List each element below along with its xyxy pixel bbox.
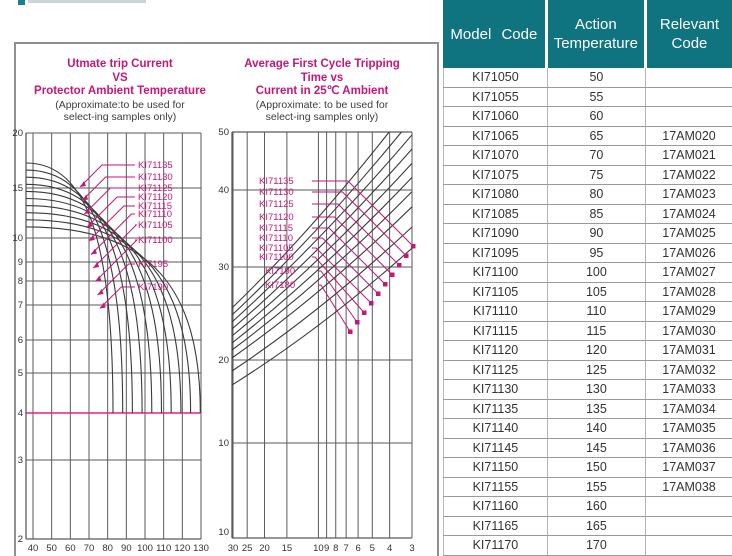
relevant-code-cell: 17AM032 [645, 361, 732, 380]
relevant-code-cell [645, 88, 732, 107]
table-row [443, 107, 732, 127]
bullet-icon [18, 0, 25, 5]
relevant-code-cell: 17AM024 [645, 205, 732, 224]
relevant-code-cell [645, 517, 732, 536]
table-row [443, 244, 732, 264]
model-code-cell: KI71050 [443, 68, 547, 87]
svg-text:KI71125: KI71125 [259, 199, 294, 210]
svg-text:8: 8 [333, 543, 339, 554]
chart1-title-line: VS [112, 71, 128, 84]
svg-text:20: 20 [12, 128, 23, 139]
model-code-cell: KI71075 [443, 166, 547, 185]
relevant-code-cell: 17AM035 [645, 419, 732, 438]
action-temperature-cell: 100 [547, 263, 645, 282]
table-row [443, 88, 732, 108]
action-temperature-cell: 150 [547, 458, 645, 477]
model-code-cell: KI71150 [443, 458, 547, 477]
model-code-cell: KI71065 [443, 127, 547, 146]
action-temperature-cell: 60 [547, 107, 645, 126]
svg-text:KI7190: KI7190 [138, 282, 169, 293]
table-row [443, 536, 732, 556]
svg-text:15: 15 [281, 543, 293, 554]
svg-text:4: 4 [386, 543, 393, 554]
svg-text:30: 30 [218, 262, 229, 273]
svg-text:KI71105: KI71105 [259, 243, 294, 254]
svg-text:9: 9 [323, 543, 330, 554]
action-temperature-cell: 140 [547, 419, 645, 438]
model-code-cell: KI71110 [443, 302, 547, 321]
svg-text:6: 6 [355, 543, 361, 554]
table-row [443, 341, 732, 361]
action-temperature-cell: 105 [547, 283, 645, 302]
table-row [443, 419, 732, 439]
svg-text:KI71120: KI71120 [259, 212, 294, 223]
chart1-subtitle: (Approximate:to be used for [55, 98, 185, 111]
svg-text:KI71105: KI71105 [138, 220, 173, 231]
cropped-text-remnant [28, 0, 146, 3]
svg-text:KI7190: KI7190 [265, 266, 296, 277]
table-header-row [443, 0, 732, 68]
model-code-cell: KI71145 [443, 439, 547, 458]
chart2-title [224, 58, 420, 123]
table-row [443, 497, 732, 517]
svg-text:KI71125: KI71125 [138, 183, 173, 194]
table-row [443, 146, 732, 166]
svg-text:100: 100 [137, 543, 153, 554]
column-header-relevant-code: Relevant Code [644, 0, 732, 68]
svg-text:6: 6 [17, 335, 23, 346]
action-temperature-cell: 85 [547, 205, 645, 224]
svg-text:KI71135: KI71135 [259, 176, 294, 187]
svg-text:2: 2 [17, 534, 23, 545]
svg-text:KI71100: KI71100 [259, 252, 294, 263]
table-row [443, 478, 732, 498]
action-temperature-cell: 155 [547, 478, 645, 497]
svg-text:KI71130: KI71130 [138, 172, 173, 183]
action-temperature-cell: 115 [547, 322, 645, 341]
svg-text:40: 40 [218, 185, 229, 196]
svg-text:50: 50 [46, 543, 57, 554]
svg-text:110: 110 [156, 543, 172, 554]
svg-text:90: 90 [121, 543, 132, 554]
action-temperature-cell: 65 [547, 127, 645, 146]
action-temperature-cell: 135 [547, 400, 645, 419]
model-code-cell: KI71135 [443, 400, 547, 419]
relevant-code-cell: 17AM026 [645, 244, 732, 263]
relevant-code-cell [645, 107, 732, 126]
chart2-subtitle: (Approximate: to be used for [255, 98, 389, 111]
svg-text:10: 10 [218, 527, 229, 538]
svg-text:KI7180: KI7180 [265, 280, 296, 291]
action-temperature-cell: 125 [547, 361, 645, 380]
chart2-title-line: Current in 25℃ Ambient [255, 85, 389, 97]
svg-text:KI71110: KI71110 [138, 209, 172, 220]
model-code-cell: KI71090 [443, 224, 547, 243]
relevant-code-cell: 17AM033 [645, 380, 732, 399]
relevant-code-cell: 17AM023 [645, 185, 732, 204]
model-code-cell: KI71100 [443, 263, 547, 282]
svg-text:10: 10 [313, 543, 324, 554]
table-row [443, 127, 732, 147]
column-header-model-code: Model Code [450, 25, 538, 43]
model-code-cell: KI71105 [443, 283, 547, 302]
action-temperature-cell: 145 [547, 439, 645, 458]
relevant-code-cell: 17AM034 [645, 400, 732, 419]
svg-text:KI71120: KI71120 [138, 192, 173, 203]
relevant-code-cell: 17AM037 [645, 458, 732, 477]
relevant-code-cell [645, 497, 732, 516]
svg-text:15: 15 [12, 183, 23, 194]
relevant-code-cell: 17AM029 [645, 302, 732, 321]
relevant-code-cell: 17AM036 [645, 439, 732, 458]
model-code-cell: KI71160 [443, 497, 547, 516]
column-header-action-temperature: Action Temperature [545, 0, 644, 68]
model-code-cell: KI71095 [443, 244, 547, 263]
svg-text:5: 5 [369, 543, 375, 554]
table-row [443, 263, 732, 283]
svg-text:60: 60 [65, 543, 76, 554]
table-body [443, 68, 732, 556]
model-code-cell: KI71165 [443, 517, 547, 536]
svg-text:50: 50 [218, 127, 229, 138]
svg-text:30: 30 [227, 543, 239, 554]
table-row [443, 361, 732, 381]
svg-text:7: 7 [17, 300, 23, 311]
table-row [443, 517, 732, 537]
table-row [443, 166, 732, 186]
action-temperature-cell: 50 [547, 68, 645, 87]
model-code-cell: KI71085 [443, 205, 547, 224]
action-temperature-cell: 165 [547, 517, 645, 536]
svg-text:8: 8 [17, 276, 23, 287]
table-row [443, 205, 732, 225]
model-code-cell: KI71130 [443, 380, 547, 399]
action-temperature-cell: 120 [547, 341, 645, 360]
action-temperature-cell: 170 [547, 536, 645, 555]
relevant-code-cell [645, 68, 732, 87]
svg-text:4: 4 [17, 408, 23, 419]
model-code-cell: KI71060 [443, 107, 547, 126]
svg-text:10: 10 [12, 233, 23, 244]
action-temperature-cell: 160 [547, 497, 645, 516]
table-row [443, 302, 732, 322]
chart1-title-line: Utmate trip Current [67, 58, 173, 70]
svg-text:KI71110: KI71110 [259, 233, 293, 244]
svg-text:80: 80 [102, 543, 113, 554]
action-temperature-cell: 70 [547, 146, 645, 165]
relevant-code-cell: 17AM027 [645, 263, 732, 282]
model-code-cell: KI71080 [443, 185, 547, 204]
svg-text:40: 40 [27, 543, 39, 554]
chart1-subtitle: select-ing samples only) [63, 110, 177, 123]
svg-text:20: 20 [259, 543, 270, 554]
table-row [443, 68, 732, 88]
table-row [443, 458, 732, 478]
model-code-cell: KI71125 [443, 361, 547, 380]
action-temperature-cell: 75 [547, 166, 645, 185]
chart2-title-line: Time vs [300, 71, 344, 84]
svg-text:20: 20 [218, 355, 229, 366]
table-row [443, 224, 732, 244]
model-code-cell: KI71115 [443, 322, 547, 341]
chart1-title-line: Protector Ambient Temperature [34, 85, 206, 97]
model-code-cell: KI71170 [443, 536, 547, 555]
svg-text:10: 10 [218, 438, 229, 449]
action-temperature-cell: 110 [547, 302, 645, 321]
relevant-code-cell: 17AM031 [645, 341, 732, 360]
table-row [443, 439, 732, 459]
svg-text:25: 25 [241, 543, 253, 554]
action-temperature-cell: 55 [547, 88, 645, 107]
model-code-cell: KI71120 [443, 341, 547, 360]
action-temperature-cell: 130 [547, 380, 645, 399]
svg-text:KI71135: KI71135 [138, 160, 173, 171]
svg-text:KI71115: KI71115 [259, 223, 293, 234]
table-row [443, 185, 732, 205]
svg-text:120: 120 [174, 543, 191, 554]
relevant-code-cell: 17AM038 [645, 478, 732, 497]
action-temperature-cell: 90 [547, 224, 645, 243]
table-row [443, 380, 732, 400]
svg-text:KI7195: KI7195 [138, 259, 169, 270]
table-row [443, 283, 732, 303]
relevant-code-cell [645, 536, 732, 555]
relevant-code-cell: 17AM021 [645, 146, 732, 165]
model-code-cell: KI71055 [443, 88, 547, 107]
svg-text:130: 130 [193, 543, 209, 554]
relevant-code-cell: 17AM025 [645, 224, 732, 243]
svg-text:KI71100: KI71100 [138, 235, 173, 246]
model-spec-table [443, 0, 732, 556]
relevant-code-cell: 17AM028 [645, 283, 732, 302]
action-temperature-cell: 95 [547, 244, 645, 263]
relevant-code-cell: 17AM022 [645, 166, 732, 185]
svg-text:7: 7 [343, 543, 349, 554]
relevant-code-cell: 17AM020 [645, 127, 732, 146]
svg-text:9: 9 [17, 257, 23, 268]
action-temperature-cell: 80 [547, 185, 645, 204]
svg-text:KI71130: KI71130 [259, 187, 294, 198]
model-code-cell: KI71070 [443, 146, 547, 165]
relevant-code-cell: 17AM030 [645, 322, 732, 341]
chart1-title [22, 58, 218, 123]
model-code-cell: KI71140 [443, 419, 547, 438]
svg-text:70: 70 [83, 543, 95, 554]
chart2-subtitle: select-ing samples only) [265, 110, 379, 123]
table-row [443, 400, 732, 420]
table-row [443, 322, 732, 342]
chart2-title-line: Average First Cycle Tripping [244, 58, 400, 70]
svg-text:3: 3 [17, 455, 23, 466]
svg-text:KI71115: KI71115 [138, 201, 172, 212]
model-code-cell: KI71155 [443, 478, 547, 497]
svg-text:3: 3 [409, 543, 415, 554]
svg-text:5: 5 [17, 368, 23, 379]
